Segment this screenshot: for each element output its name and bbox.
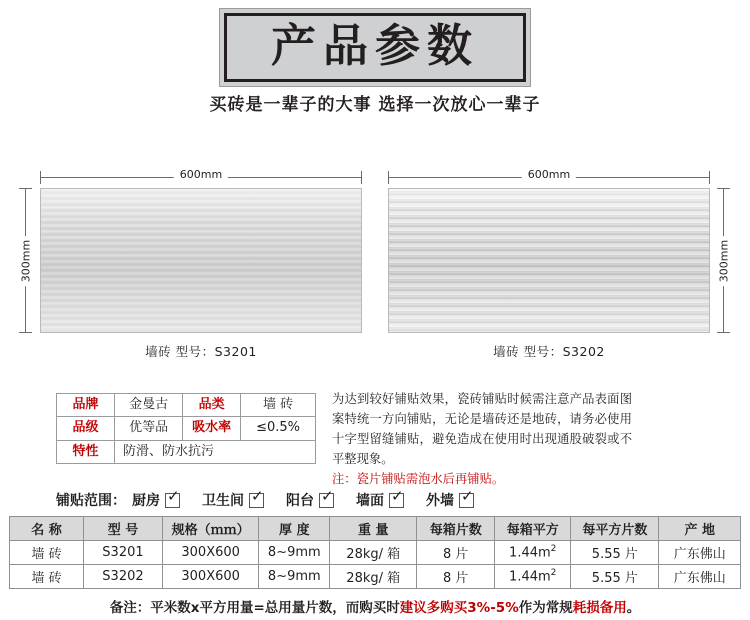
cell-sqm-per-box: $1.44m^2$ bbox=[495, 541, 571, 565]
spec-value-category: 墙 砖 bbox=[241, 394, 316, 417]
checkbox-checked-icon[interactable] bbox=[165, 493, 180, 508]
col-header-origin: 产 地 bbox=[659, 517, 741, 541]
tile-2-width-dimension bbox=[388, 170, 710, 188]
tile-1-height-label: 300mm bbox=[20, 235, 33, 285]
tile-2-width-label: 600mm bbox=[522, 168, 576, 181]
tile-block-2 bbox=[388, 168, 731, 360]
footer-remark-highlight-2: 耗损备用 bbox=[572, 600, 627, 616]
footer-remark-mid2: 作为常规 bbox=[518, 600, 573, 616]
scope-item-label: 厨房 bbox=[132, 493, 160, 509]
installation-note-warning: 注：瓷片铺贴需泡水后再铺贴。 bbox=[332, 471, 505, 486]
scope-item-exterior-wall bbox=[426, 490, 474, 510]
title-inner-frame bbox=[224, 13, 526, 82]
spec-value-grade: 优等品 bbox=[115, 417, 183, 440]
table-row bbox=[57, 440, 316, 463]
application-scope bbox=[56, 490, 696, 510]
checkbox-checked-icon[interactable] bbox=[459, 493, 474, 508]
table-header-row bbox=[10, 517, 741, 541]
cell-sqm-per-box: $1.44m^2$ bbox=[495, 565, 571, 589]
cell-model: S3201 bbox=[84, 541, 163, 565]
scope-item-label: 外墙 bbox=[426, 493, 454, 509]
col-header-weight: 重 量 bbox=[330, 517, 417, 541]
scope-item-balcony bbox=[286, 490, 334, 510]
scope-item-label: 卫生间 bbox=[202, 493, 244, 509]
tile-2-caption: 墙砖 型号：S3202 bbox=[493, 344, 605, 359]
cell-origin: 广东佛山 bbox=[659, 565, 741, 589]
cell-origin: 广东佛山 bbox=[659, 541, 741, 565]
cell-size: 300X600 bbox=[162, 565, 259, 589]
footer-remark-pre: 备注：平米数x平方用量=总用量片数，而购买时 bbox=[109, 600, 400, 616]
tile-2-image bbox=[388, 188, 710, 333]
cell-thickness: 8~9mm bbox=[259, 541, 330, 565]
cell-name: 墙 砖 bbox=[10, 541, 84, 565]
footer-remark bbox=[9, 596, 741, 616]
spec-key-category: 品类 bbox=[183, 394, 241, 417]
spec-key-grade: 品级 bbox=[57, 417, 115, 440]
col-header-thickness: 厚 度 bbox=[259, 517, 330, 541]
spec-key-water-absorption: 吸水率 bbox=[183, 417, 241, 440]
tile-1-height-dimension bbox=[16, 188, 36, 333]
tile-2-height-dimension bbox=[714, 188, 734, 333]
footer-remark-end: 。 bbox=[626, 600, 641, 616]
tile-gallery bbox=[0, 170, 750, 370]
installation-note bbox=[332, 390, 632, 490]
page-subtitle: 买砖是一辈子的大事 选择一次放心一辈子 bbox=[209, 95, 541, 115]
cell-pcs-per-box: 8 片 bbox=[417, 541, 495, 565]
spec-value-brand: 金曼古 bbox=[115, 394, 183, 417]
col-header-size: 规格（ｍｍ） bbox=[162, 517, 259, 541]
col-header-sqm-per-box: 每箱平方 bbox=[495, 517, 571, 541]
scope-item-bathroom bbox=[202, 490, 264, 510]
tile-1-image bbox=[40, 188, 362, 333]
spec-key-brand: 品牌 bbox=[57, 394, 115, 417]
col-header-model: 型 号 bbox=[84, 517, 163, 541]
spec-value-water-absorption: ≤0.5% bbox=[241, 417, 316, 440]
checkbox-checked-icon[interactable] bbox=[249, 493, 264, 508]
footer-remark-highlight: 建议多购买3%-5% bbox=[399, 600, 519, 616]
scope-item-kitchen bbox=[132, 490, 180, 510]
tile-2-height-label: 300mm bbox=[718, 235, 731, 285]
dimension-cap-right bbox=[361, 171, 362, 184]
scope-item-label: 墙面 bbox=[356, 493, 384, 509]
page-title: 产品参数 bbox=[270, 19, 479, 72]
dimension-cap-bottom bbox=[717, 332, 730, 333]
cell-pcs-per-sqm: 5.55 片 bbox=[571, 565, 659, 589]
title-outer-frame bbox=[219, 8, 531, 87]
table-row bbox=[57, 394, 316, 417]
cell-size: 300X600 bbox=[162, 541, 259, 565]
table-row bbox=[57, 417, 316, 440]
col-header-pcs-per-sqm: 每平方片数 bbox=[571, 517, 659, 541]
dimension-cap-bottom bbox=[19, 332, 32, 333]
cell-name: 墙 砖 bbox=[10, 565, 84, 589]
tile-1-width-dimension bbox=[40, 170, 362, 188]
cell-weight: 28kg/ 箱 bbox=[330, 541, 417, 565]
col-header-name: 名 称 bbox=[10, 517, 84, 541]
scope-label: 铺贴范围： bbox=[56, 493, 126, 509]
brand-spec-table bbox=[56, 393, 316, 464]
table-row bbox=[10, 565, 741, 589]
cell-model: S3202 bbox=[84, 565, 163, 589]
scope-item-wall bbox=[356, 490, 404, 510]
spec-key-features: 特性 bbox=[57, 440, 115, 463]
scope-item-label: 阳台 bbox=[286, 493, 314, 509]
col-header-pcs-per-box: 每箱片数 bbox=[417, 517, 495, 541]
page-title-banner bbox=[0, 8, 750, 87]
checkbox-checked-icon[interactable] bbox=[319, 493, 334, 508]
installation-note-line-1: 为达到较好铺贴效果，瓷砖铺贴时候需注意产品表面图案 bbox=[332, 392, 632, 426]
installation-note-line-2: 特统一方向铺贴，无论是墙砖还是地砖，请务必使用十字型留缝铺贴，避免造成在使用时出现通股破裂或不平整现象。 bbox=[332, 411, 632, 466]
cell-weight: 28kg/ 箱 bbox=[330, 565, 417, 589]
spec-value-features: 防滑、防水抗污 bbox=[115, 440, 316, 463]
checkbox-checked-icon[interactable] bbox=[389, 493, 404, 508]
cell-pcs-per-sqm: 5.55 片 bbox=[571, 541, 659, 565]
tile-1-width-label: 600mm bbox=[174, 168, 228, 181]
product-parameters-table bbox=[9, 516, 741, 589]
dimension-cap-right bbox=[709, 171, 710, 184]
table-row bbox=[10, 541, 741, 565]
cell-pcs-per-box: 8 片 bbox=[417, 565, 495, 589]
cell-thickness: 8~9mm bbox=[259, 565, 330, 589]
tile-1-caption: 墙砖 型号：S3201 bbox=[145, 344, 257, 359]
tile-block-1 bbox=[19, 168, 362, 360]
